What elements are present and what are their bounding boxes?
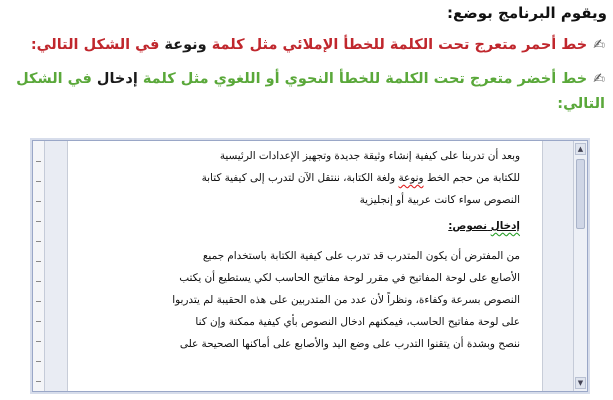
bullet-green-suffix: في الشكل التالي: (16, 71, 605, 112)
bullet-red-prefix: خط أحمر متعرج تحت الكلمة للخطأ الإملائي مثل كلمة (211, 37, 588, 53)
doc-line-part: للكتابة من حجم الخط (426, 172, 520, 184)
document-body (94, 145, 520, 355)
scroll-down-button[interactable]: ▼ (575, 377, 586, 389)
word-document-screenshot (32, 140, 588, 392)
pen-writing-icon: ✍ (593, 71, 605, 87)
vertical-ruler (33, 141, 45, 391)
document-page[interactable] (67, 140, 543, 391)
scroll-up-button[interactable]: ▲ (575, 143, 586, 155)
doc-line (94, 167, 520, 189)
bullet-green-example-word: إدخال (96, 71, 138, 87)
doc-line: النصوص بسرعة وكفاءة، ونظراً لأن عدد من المتدربين على هذه الحقيبة لم يتدربوا (172, 294, 520, 306)
grammar-error-word: إدخال (490, 220, 520, 232)
vertical-scrollbar[interactable] (573, 141, 587, 391)
bullet-red-suffix: في الشكل التالي: (30, 37, 160, 53)
doc-subheading (94, 215, 520, 237)
doc-line: النصوص سواء كانت عربية أو إنجليزية (359, 194, 520, 206)
doc-line: وبعد أن تدربنا على كيفية إنشاء وثيقة جديدة وتجهيز الإعدادات الرئيسية (219, 150, 520, 162)
doc-line: على لوحة مفاتيح الحاسب، فيمكنهم ادخال النصوص بأي كيفية ممكنة وإن كنا (195, 316, 520, 328)
scrollbar-thumb[interactable] (576, 159, 585, 229)
doc-line: الأصابع على لوحة المفاتيح في مقرر لوحة مفاتيح الحاسب لكي يستطيع أن يكتب (179, 272, 520, 284)
pen-writing-icon: ✍ (593, 37, 605, 53)
doc-line-part: ولغة الكتابة، ننتقل الآن لتدرب إلى كيفية كتابة (201, 172, 396, 184)
bullet-red-underline (10, 33, 605, 58)
bullet-green-underline (10, 67, 605, 117)
doc-line: ننصح وبشدة أن يتقنوا التدرب على وضع اليد والأصابع على أماكنها الصحيحة على (179, 338, 520, 350)
page-heading: ويقوم البرنامج بوضع: (447, 4, 607, 22)
bullet-red-example-word: ونوعة (164, 37, 207, 53)
misspelled-word: ونوعة (398, 172, 424, 184)
doc-subheading-rest: نصوص: (448, 220, 488, 232)
bullet-green-prefix: خط أخضر متعرج تحت الكلمة للخطأ النحوي أو اللغوي مثل كلمة (142, 71, 588, 87)
doc-line: من المفترض أن يكون المتدرب قد تدرب على كيفية الكتابة باستخدام جميع (202, 250, 520, 262)
